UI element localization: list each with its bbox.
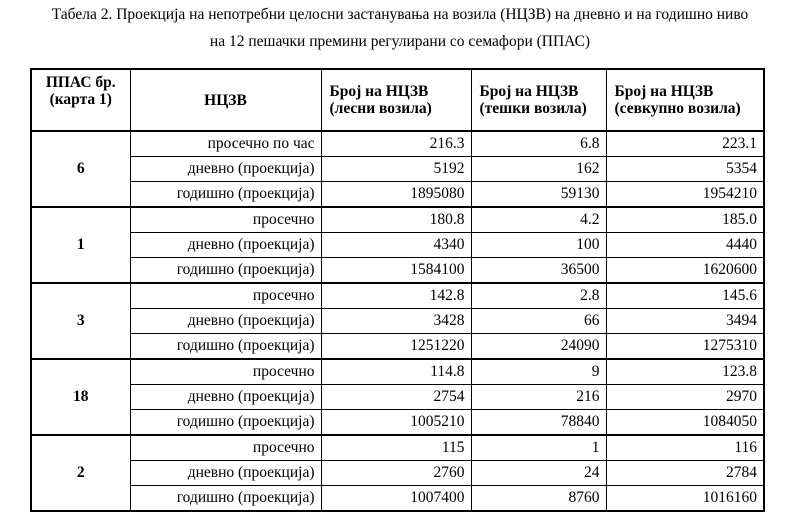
header-light-line-1: Број на НЦЗВ (329, 83, 429, 100)
table-row (31, 486, 764, 512)
header-total-line-1: Број на НЦЗВ (614, 83, 714, 100)
heavy-vehicles-value: 1 (471, 435, 606, 461)
light-vehicles-value: 2760 (321, 461, 471, 486)
heavy-vehicles-value: 66 (471, 309, 606, 334)
row-label: годишно (проекција) (130, 410, 321, 436)
light-vehicles-value: 3428 (321, 309, 471, 334)
heavy-vehicles-value: 162 (471, 157, 606, 182)
heavy-vehicles-value: 100 (471, 233, 606, 258)
light-vehicles-value: 142.8 (321, 283, 471, 309)
row-label: годишно (проекција) (130, 258, 321, 284)
row-label: годишно (проекција) (130, 486, 321, 512)
light-vehicles-value: 1895080 (321, 182, 471, 208)
light-vehicles-value: 180.8 (321, 207, 471, 233)
station-number: 3 (31, 283, 130, 359)
row-label: просечно (130, 435, 321, 461)
table-row (31, 435, 764, 461)
header-station-line-2: (карта 1) (49, 91, 112, 108)
station-number: 1 (31, 207, 130, 283)
table-caption (0, 0, 800, 55)
table-body (31, 131, 764, 511)
heavy-vehicles-value: 6.8 (471, 131, 606, 157)
header-heavy-line-2: (тешки возила) (479, 100, 587, 117)
light-vehicles-value: 1005210 (321, 410, 471, 436)
table-row (31, 182, 764, 208)
heavy-vehicles-value: 2.8 (471, 283, 606, 309)
station-number: 6 (31, 131, 130, 207)
total-vehicles-value: 1084050 (606, 410, 764, 436)
heavy-vehicles-value: 9 (471, 359, 606, 385)
caption-line-2: на 12 пешачки премини регулирани со семафори (ППАС) (209, 33, 591, 50)
total-vehicles-value: 145.6 (606, 283, 764, 309)
header-heavy (471, 69, 606, 131)
row-label: годишно (проекција) (130, 182, 321, 208)
header-light-line-2: (лесни возила) (329, 100, 432, 117)
header-nczv (130, 69, 321, 131)
light-vehicles-value: 2754 (321, 385, 471, 410)
table-row (31, 359, 764, 385)
station-number: 18 (31, 359, 130, 435)
row-label: просечно (130, 207, 321, 233)
total-vehicles-value: 1275310 (606, 334, 764, 360)
total-vehicles-value: 1016160 (606, 486, 764, 512)
total-vehicles-value: 185.0 (606, 207, 764, 233)
total-vehicles-value: 4440 (606, 233, 764, 258)
total-vehicles-value: 1620600 (606, 258, 764, 284)
table-header-row (31, 69, 764, 131)
table-row (31, 131, 764, 157)
light-vehicles-value: 5192 (321, 157, 471, 182)
heavy-vehicles-value: 24 (471, 461, 606, 486)
light-vehicles-value: 1007400 (321, 486, 471, 512)
header-station (31, 69, 130, 131)
light-vehicles-value: 114.8 (321, 359, 471, 385)
light-vehicles-value: 4340 (321, 233, 471, 258)
table-row (31, 385, 764, 410)
row-label: дневно (проекција) (130, 309, 321, 334)
total-vehicles-value: 1954210 (606, 182, 764, 208)
heavy-vehicles-value: 8760 (471, 486, 606, 512)
row-label: дневно (проекција) (130, 461, 321, 486)
total-vehicles-value: 123.8 (606, 359, 764, 385)
header-station-line-1: ППАС бр. (45, 74, 116, 91)
row-label: дневно (проекција) (130, 385, 321, 410)
header-total-line-2: (севкупно возила) (614, 100, 741, 117)
row-label: просечно по час (130, 131, 321, 157)
row-label: годишно (проекција) (130, 334, 321, 360)
row-label: дневно (проекција) (130, 233, 321, 258)
header-light (321, 69, 471, 131)
light-vehicles-value: 115 (321, 435, 471, 461)
heavy-vehicles-value: 78840 (471, 410, 606, 436)
total-vehicles-value: 2970 (606, 385, 764, 410)
heavy-vehicles-value: 4.2 (471, 207, 606, 233)
header-heavy-line-1: Број на НЦЗВ (479, 83, 579, 100)
table-row (31, 258, 764, 284)
table-row (31, 309, 764, 334)
table-row (31, 410, 764, 436)
heavy-vehicles-value: 24090 (471, 334, 606, 360)
total-vehicles-value: 223.1 (606, 131, 764, 157)
row-label: дневно (проекција) (130, 157, 321, 182)
table-row (31, 157, 764, 182)
table-row (31, 461, 764, 486)
table-row (31, 233, 764, 258)
total-vehicles-value: 2784 (606, 461, 764, 486)
total-vehicles-value: 3494 (606, 309, 764, 334)
caption-line-1: Табела 2. Проекција на непотребни целосни застанувања на возила (НЦЗВ) на дневно и на годишно ниво (51, 6, 749, 23)
row-label: просечно (130, 359, 321, 385)
heavy-vehicles-value: 216 (471, 385, 606, 410)
table-row (31, 334, 764, 360)
table-row (31, 283, 764, 309)
data-table (30, 68, 765, 512)
table-row (31, 207, 764, 233)
total-vehicles-value: 5354 (606, 157, 764, 182)
light-vehicles-value: 1251220 (321, 334, 471, 360)
heavy-vehicles-value: 59130 (471, 182, 606, 208)
light-vehicles-value: 1584100 (321, 258, 471, 284)
light-vehicles-value: 216.3 (321, 131, 471, 157)
total-vehicles-value: 116 (606, 435, 764, 461)
header-nczv-label: НЦЗВ (204, 91, 247, 109)
row-label: просечно (130, 283, 321, 309)
header-total (606, 69, 764, 131)
station-number: 2 (31, 435, 130, 511)
heavy-vehicles-value: 36500 (471, 258, 606, 284)
